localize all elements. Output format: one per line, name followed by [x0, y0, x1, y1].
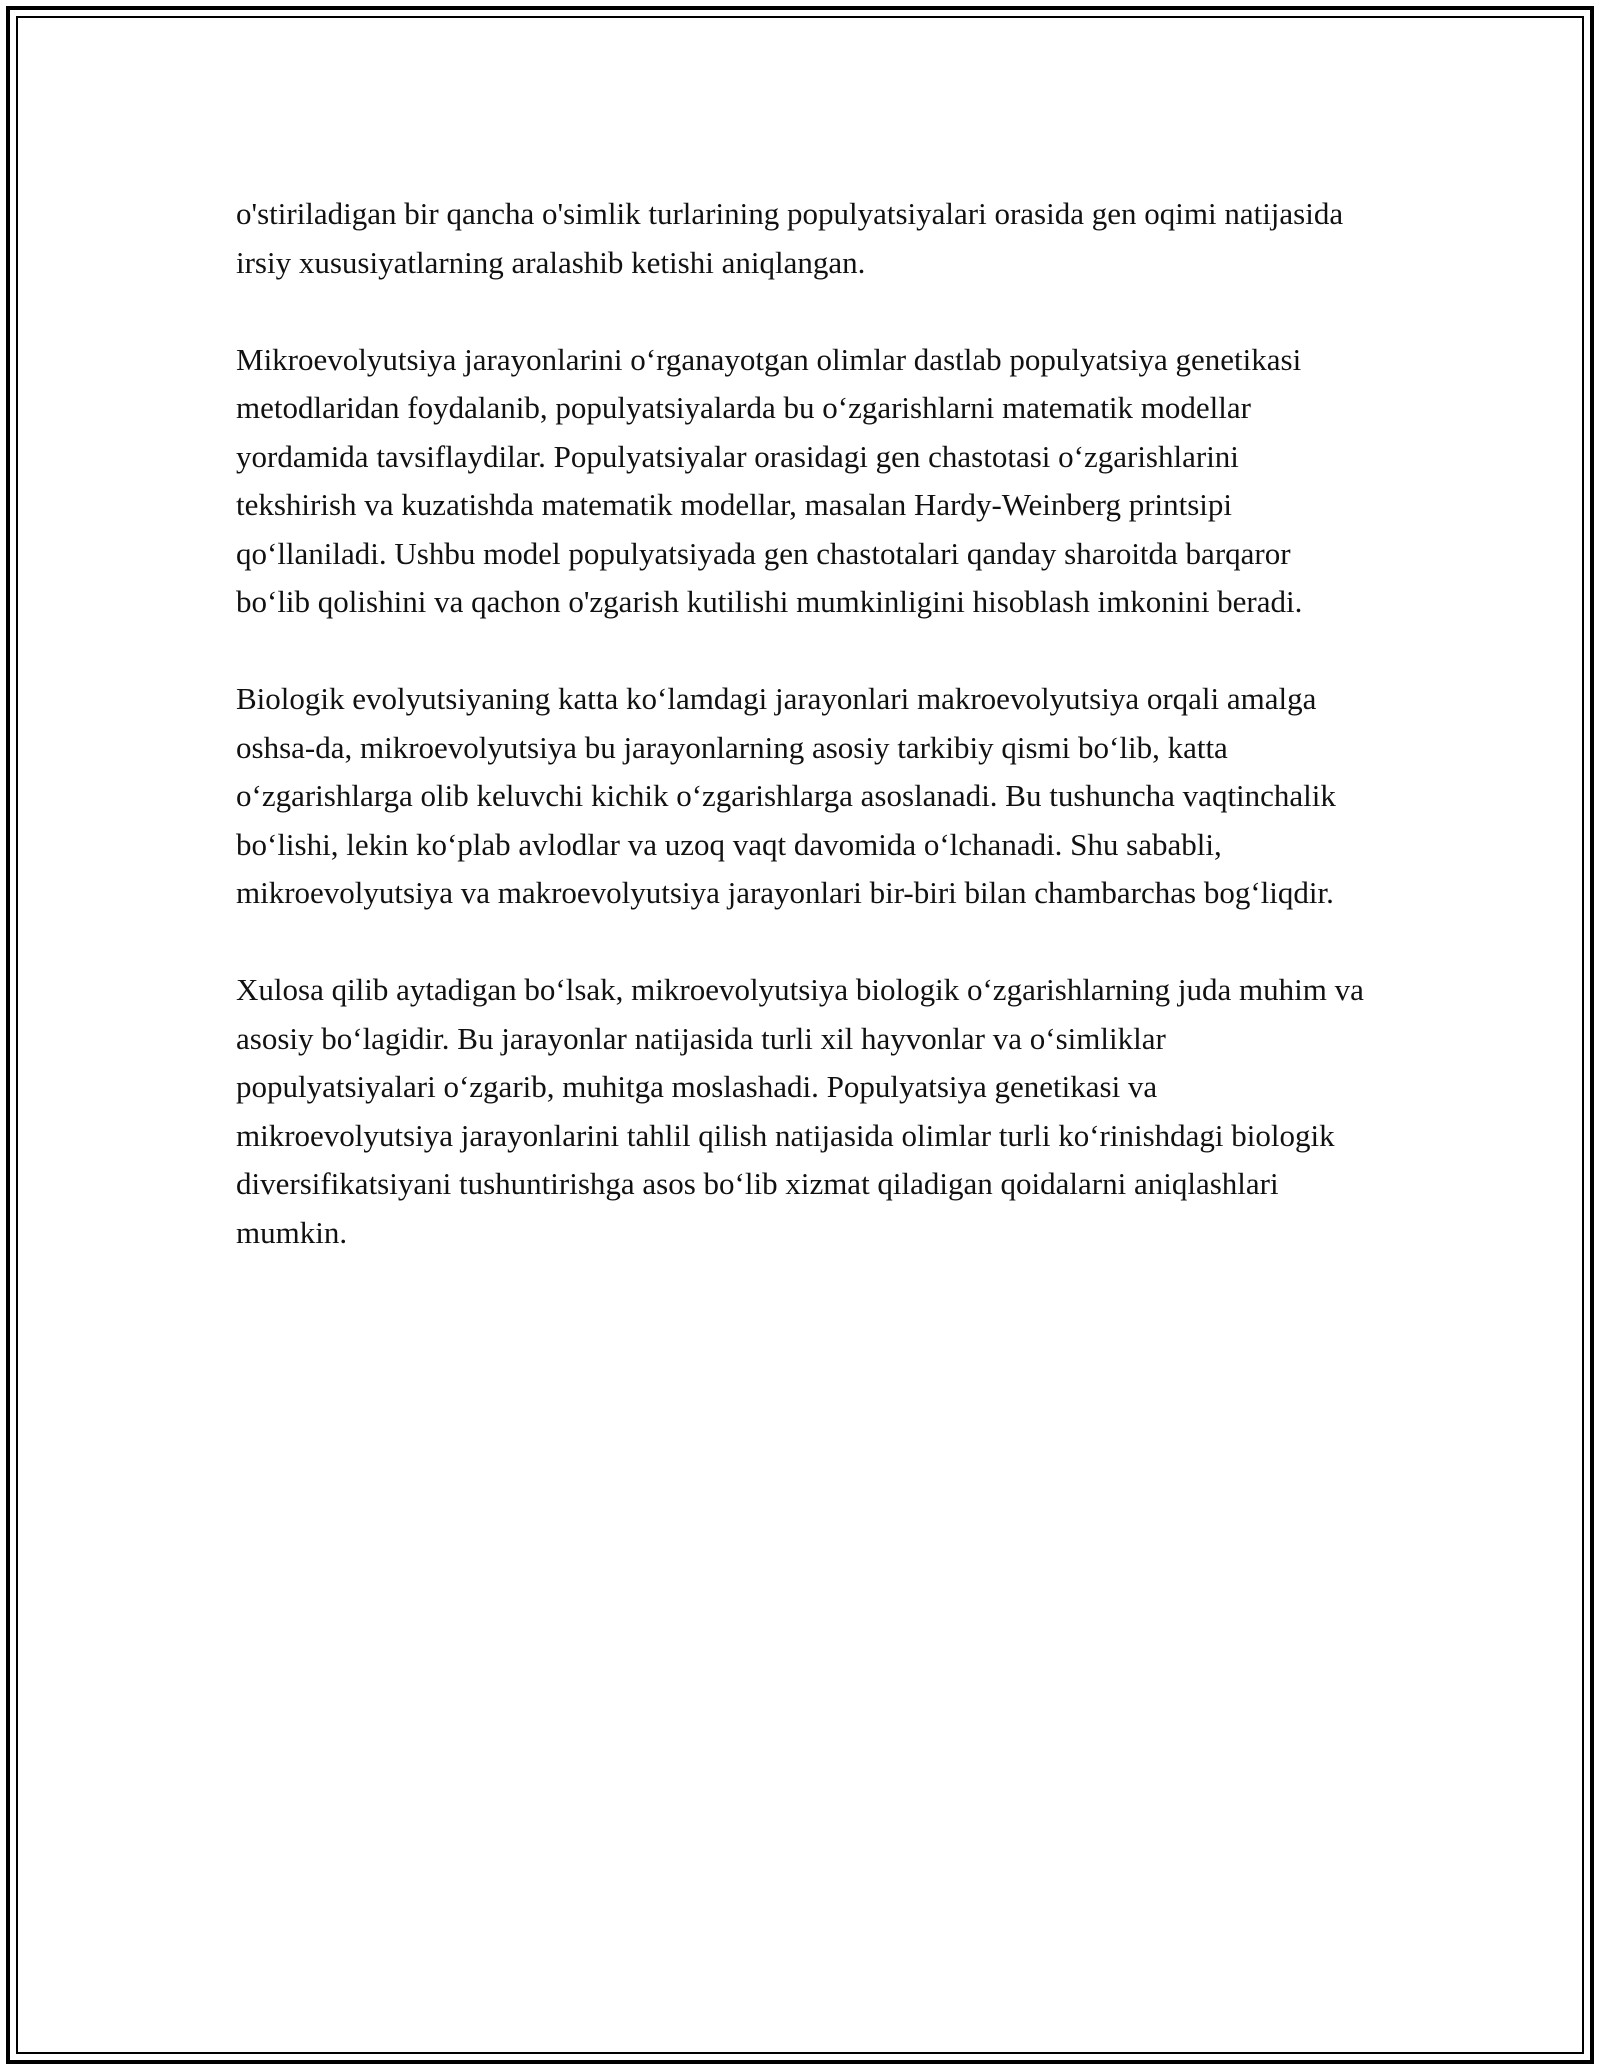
- paragraph-3: Biologik evolyutsiyaning katta ko‘lamdagi jarayonlari makroevolyutsiya orqali amalga oshsa-da, mikroevolyutsiya bu jarayonlarning asosiy tarkibiy qismi bo‘lib, katta o‘zgarishlarga olib keluvchi kichik o‘zgarishlarga asoslanadi. Bu tushuncha vaqtinchalik bo‘lishi, lekin ko‘plab avlodlar va uzoq vaqt davomida o‘lchanadi. Shu sababli, mikroevolyutsiya va makroevolyutsiya jarayonlari bir-biri bilan chambarchas bog‘liqdir.: [236, 681, 1336, 910]
- paragraph-2: Mikroevolyutsiya jarayonlarini o‘rganayotgan olimlar dastlab populyatsiya genetikasi metodlaridan foydalanib, populyatsiyalarda bu o‘zgarishlarni matematik modellar yordamida tavsiflaydilar. Populyatsiyalar orasidagi gen chastotasi o‘zgarishlarini tekshirish va kuzatishda matematik modellar, masalan Hardy-Weinberg printsipi qo‘llaniladi. Ushbu model populyatsiyada gen chastotalari qanday sharoitda barqaror bo‘lib qolishini va qachon o'zgarish kutilishi mumkinligini hisoblash imkonini beradi.: [236, 341, 1303, 619]
- paragraph-4: Xulosa qilib aytadigan bo‘lsak, mikroevolyutsiya biologik o‘zgarishlarning juda muhim va asosiy bo‘lagidir. Bu jarayonlar natijasida turli xil hayvonlar va o‘simliklar populyatsiyalari o‘zgarib, muhitga moslashadi. Populyatsiya genetikasi va mikroevolyutsiya jarayonlarini tahlil qilish natijasida olimlar turli ko‘rinishdagi biologik diversifikatsiyani tushuntirishga asos bo‘lib xizmat qiladigan qoidalarni aniqlashlari mumkin.: [236, 972, 1364, 1250]
- document-body: [236, 190, 1366, 1306]
- paragraph-1: o'stiriladigan bir qancha o'simlik turlarining populyatsiyalari orasida gen oqimi natijasida irsiy xususiyatlarning aralashib ketishi aniqlangan.: [236, 196, 1344, 280]
